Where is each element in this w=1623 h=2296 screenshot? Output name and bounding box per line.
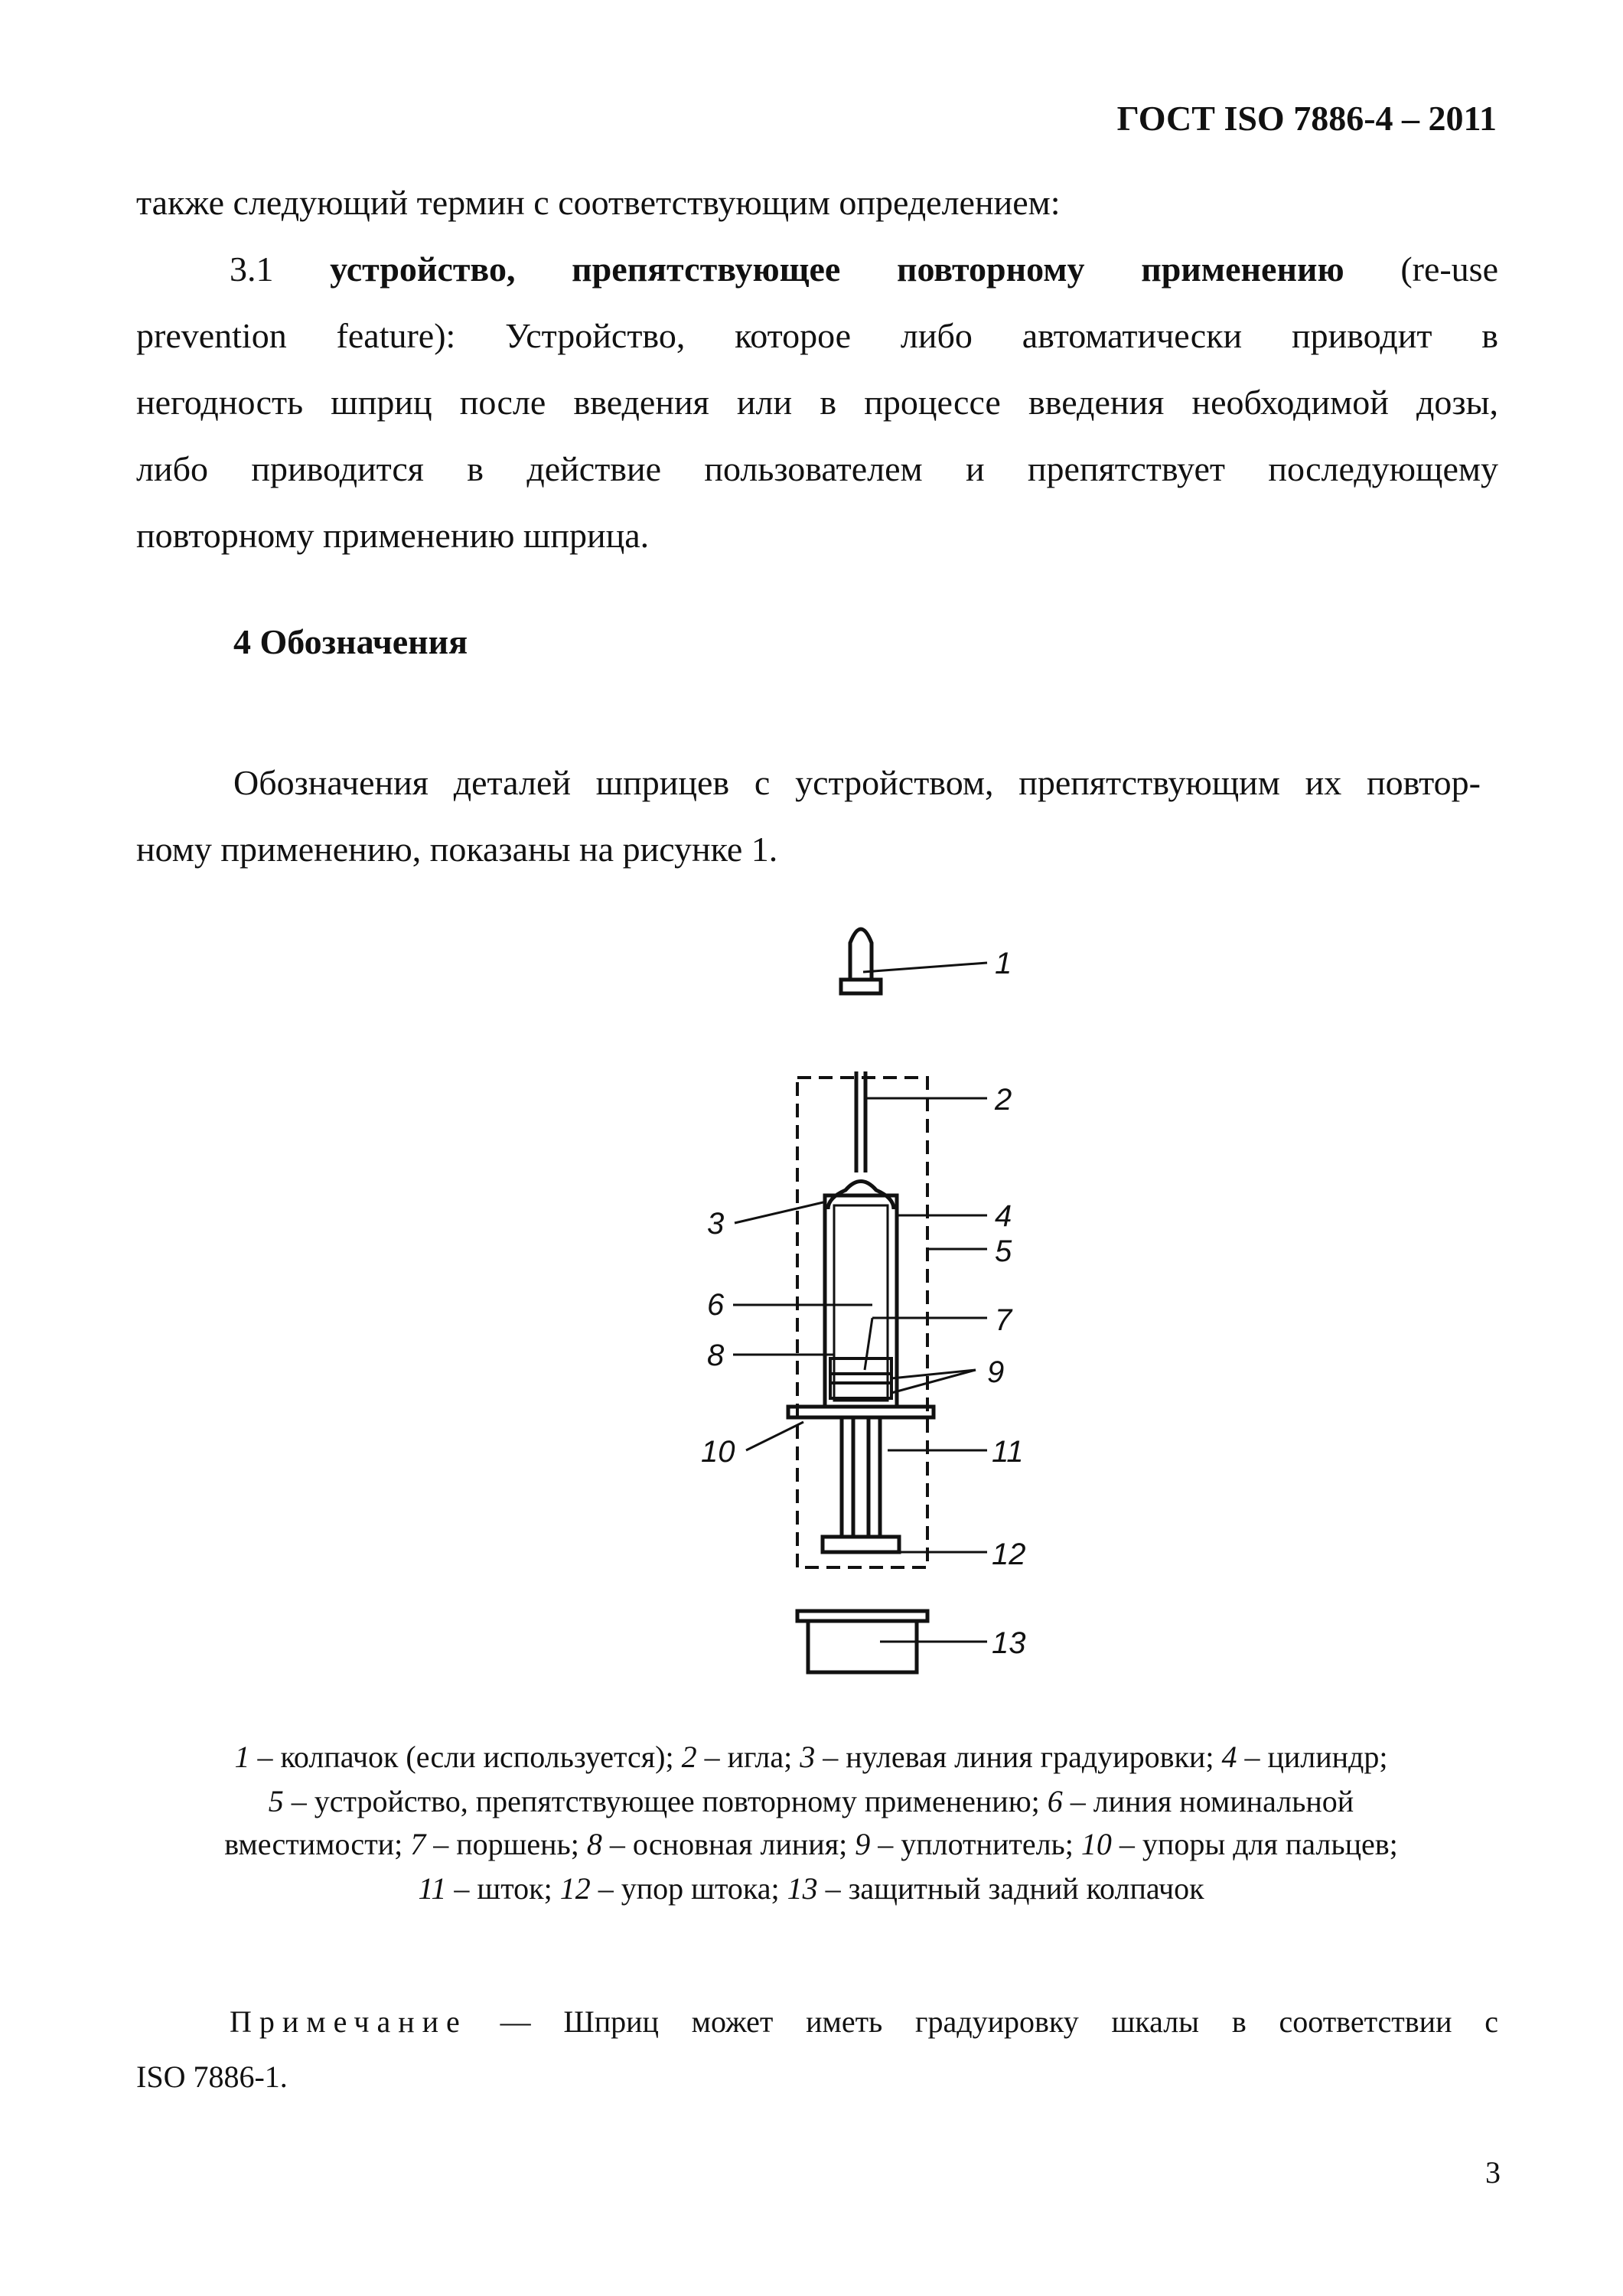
note-line-2: ISO 7886-1.	[136, 2060, 288, 2094]
term-number: 3.1	[230, 249, 274, 289]
caption-num: 1	[234, 1740, 250, 1774]
caption-text: – упоры для пальцев;	[1111, 1827, 1398, 1861]
section-para-line-2: ному применению, показаны на рисунке 1.	[136, 830, 778, 869]
figure-label-4: 4	[995, 1199, 1012, 1233]
note-label: Примечание	[230, 2004, 468, 2039]
figure-label-7: 7	[995, 1303, 1012, 1337]
figure-label-12: 12	[992, 1538, 1026, 1571]
caption-num: 8	[586, 1827, 602, 1861]
caption-num: 7	[410, 1827, 426, 1861]
caption-text: – упор штока;	[590, 1871, 787, 1906]
term-bold: устройство, препятствующее повторному применению	[330, 249, 1344, 289]
figure-label-11: 11	[992, 1435, 1024, 1469]
caption-line-4	[84, 1870, 1538, 1906]
section-para-line-1: Обозначения деталей шприцев с устройством, препятствующим их повтор-	[233, 763, 1481, 802]
caption-text: – устройство, препятствующее повторному применению;	[283, 1784, 1048, 1818]
figure-label-8: 8	[707, 1339, 725, 1372]
figure-label-2: 2	[995, 1083, 1012, 1117]
figure-label-1: 1	[995, 947, 1012, 980]
note-text: Шприц может иметь градуировку шкалы в соответствии с	[563, 2004, 1499, 2039]
figure-label-13: 13	[992, 1626, 1026, 1660]
caption-text: – колпачок (если используется);	[249, 1740, 682, 1774]
caption-num: 2	[681, 1740, 697, 1774]
caption-line-3	[84, 1826, 1538, 1862]
caption-num: 10	[1080, 1827, 1112, 1861]
caption-text: – уплотнитель;	[870, 1827, 1081, 1861]
caption-line-2	[84, 1783, 1538, 1819]
caption-line-1	[84, 1739, 1538, 1775]
caption-num: 9	[855, 1827, 871, 1861]
term-line-2: prevention feature): Устройство, которое либо автоматически приводит в	[136, 316, 1498, 355]
caption-text: вместимости;	[224, 1827, 411, 1861]
note-line-1	[230, 2004, 1498, 2040]
caption-num: 11	[418, 1871, 447, 1906]
caption-text: – игла;	[696, 1740, 800, 1774]
intro-line: также следующий термин с соответствующим определением:	[136, 183, 1061, 222]
term-line-4: либо приводится в действие пользователем и препятствует последующему	[136, 449, 1498, 488]
caption-num: 12	[559, 1871, 591, 1906]
figure-label-10: 10	[701, 1435, 735, 1469]
document-id: ГОСТ ISO 7886-4 – 2011	[1116, 99, 1497, 138]
page-number: 3	[1485, 2155, 1501, 2190]
term-line-3: негодность шприц после введения или в процессе введения необходимой дозы,	[136, 383, 1498, 422]
caption-num: 13	[787, 1871, 818, 1906]
caption-num: 5	[268, 1784, 284, 1818]
figure-label-9: 9	[987, 1355, 1005, 1389]
term-line-5: повторному применению шприца.	[136, 516, 650, 555]
caption-num: 6	[1047, 1784, 1063, 1818]
caption-num: 4	[1221, 1740, 1237, 1774]
figure-label-3: 3	[707, 1207, 725, 1241]
caption-text: – нулевая линия градуировки;	[815, 1740, 1222, 1774]
caption-text: – цилиндр;	[1237, 1740, 1388, 1774]
figure-label-5: 5	[995, 1234, 1012, 1268]
caption-text: – шток;	[446, 1871, 560, 1906]
caption-num: 3	[800, 1740, 816, 1774]
caption-text: – защитный задний колпачок	[817, 1871, 1204, 1906]
caption-text: – линия номинальной	[1062, 1784, 1354, 1818]
figure-label-6: 6	[707, 1288, 725, 1322]
section-heading: 4 Обозначения	[233, 622, 468, 661]
note-dash: —	[500, 2004, 531, 2039]
term-english-open: (re-use	[1400, 249, 1499, 289]
caption-text: – основная линия;	[601, 1827, 855, 1861]
caption-text: – поршень;	[425, 1827, 587, 1861]
